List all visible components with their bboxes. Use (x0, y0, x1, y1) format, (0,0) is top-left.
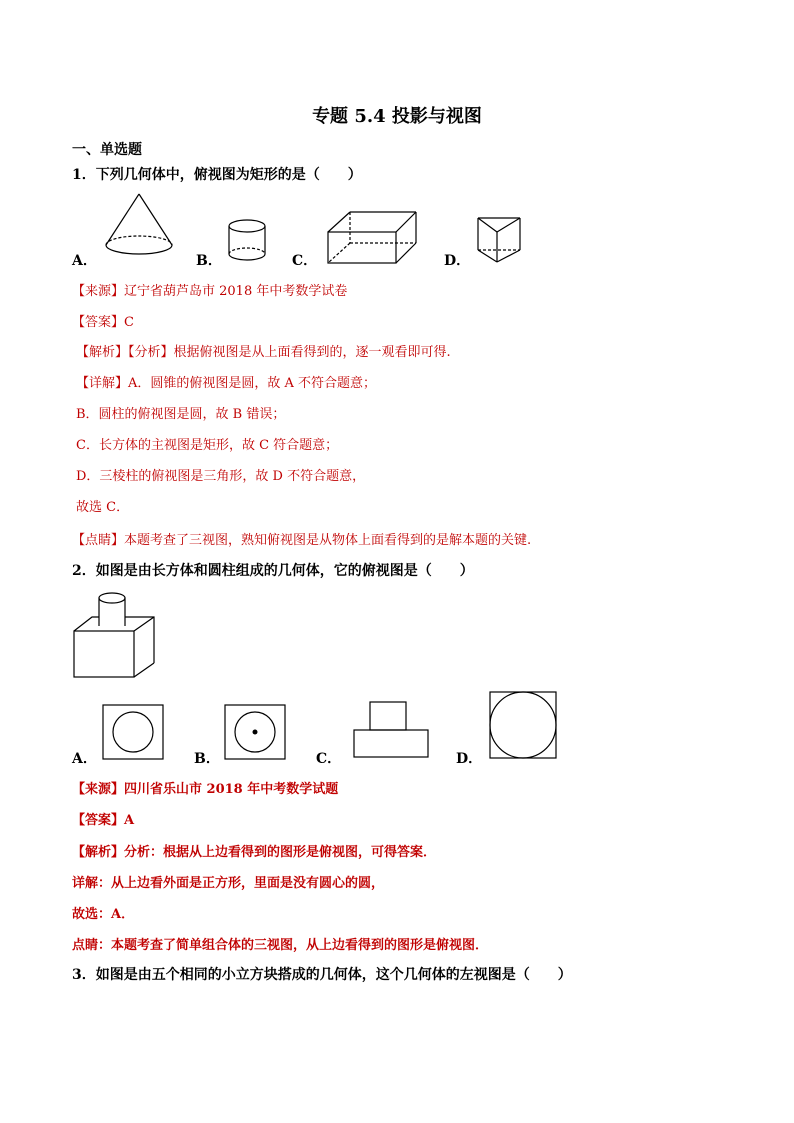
q1-option-c-label: C． (292, 253, 318, 269)
q1-conclusion: 故选 C． (76, 500, 130, 515)
q1-option-b-label: B． (196, 253, 222, 269)
section-heading: 一、单选题 (72, 142, 142, 158)
cylinder-figure (227, 218, 267, 264)
q1-option-a-label: A． (72, 253, 97, 269)
cone-figure (104, 192, 174, 262)
square-with-centered-circle-figure (224, 704, 286, 760)
composite-solid-figure (72, 591, 158, 681)
q2-detail: 详解：从上边看外面是正方形，里面是没有圆心的圆， (72, 876, 385, 891)
q2-option-d-label: D． (456, 751, 483, 767)
q1-detail-b: B．圆柱的俯视图是圆，故 B 错误； (76, 407, 286, 422)
q2-option-b-label: B． (194, 751, 220, 767)
q1-answer: 【答案】C (72, 315, 134, 330)
q2-analysis: 【解析】分析：根据从上边看得到的图形是俯视图，可得答案． (72, 845, 437, 860)
q2-source: 【来源】四川省乐山市 2018 年中考数学试题 (72, 782, 339, 797)
triangular-prism-figure (476, 216, 522, 266)
stepped-rectangles-figure (352, 700, 430, 760)
question-2-stem: 2．如图是由长方体和圆柱组成的几何体，它的俯视图是（ ） (72, 563, 474, 579)
page-title: 专题 5.4 投影与视图 (312, 106, 482, 127)
question-1-stem: 1．下列几何体中，俯视图为矩形的是（ ） (72, 167, 362, 183)
q1-option-d-label: D． (444, 253, 471, 269)
q2-option-a-label: A． (72, 751, 97, 767)
square-with-circle-figure (102, 704, 164, 760)
q1-analysis: 【解析】【分析】根据俯视图是从上面看得到的，逐一观看即可得. (76, 345, 451, 360)
cuboid-figure (326, 210, 418, 266)
q2-conclusion: 故选：A． (72, 907, 135, 922)
q2-option-c-label: C． (316, 751, 342, 767)
q2-answer: 【答案】A (72, 813, 135, 828)
question-3-stem: 3．如图是由五个相同的小立方块搭成的几何体，这个几何体的左视图是（ ） (72, 967, 572, 983)
q2-comment: 点睛：本题考查了简单组合体的三视图，从上边看得到的图形是俯视图． (72, 938, 489, 953)
q1-detail-a: 【详解】A．圆锥的俯视图是圆，故 A 不符合题意； (76, 376, 377, 391)
square-with-inscribed-circle-figure (488, 690, 558, 760)
q1-comment: 【点睛】本题考查了三视图，熟知俯视图是从物体上面看得到的是解本题的关键. (72, 533, 532, 548)
q1-detail-d: D．三棱柱的俯视图是三角形，故 D 不符合题意， (76, 469, 366, 484)
q1-detail-c: C．长方体的主视图是矩形，故 C 符合题意； (76, 438, 339, 453)
q1-source: 【来源】辽宁省葫芦岛市 2018 年中考数学试卷 (72, 284, 348, 299)
